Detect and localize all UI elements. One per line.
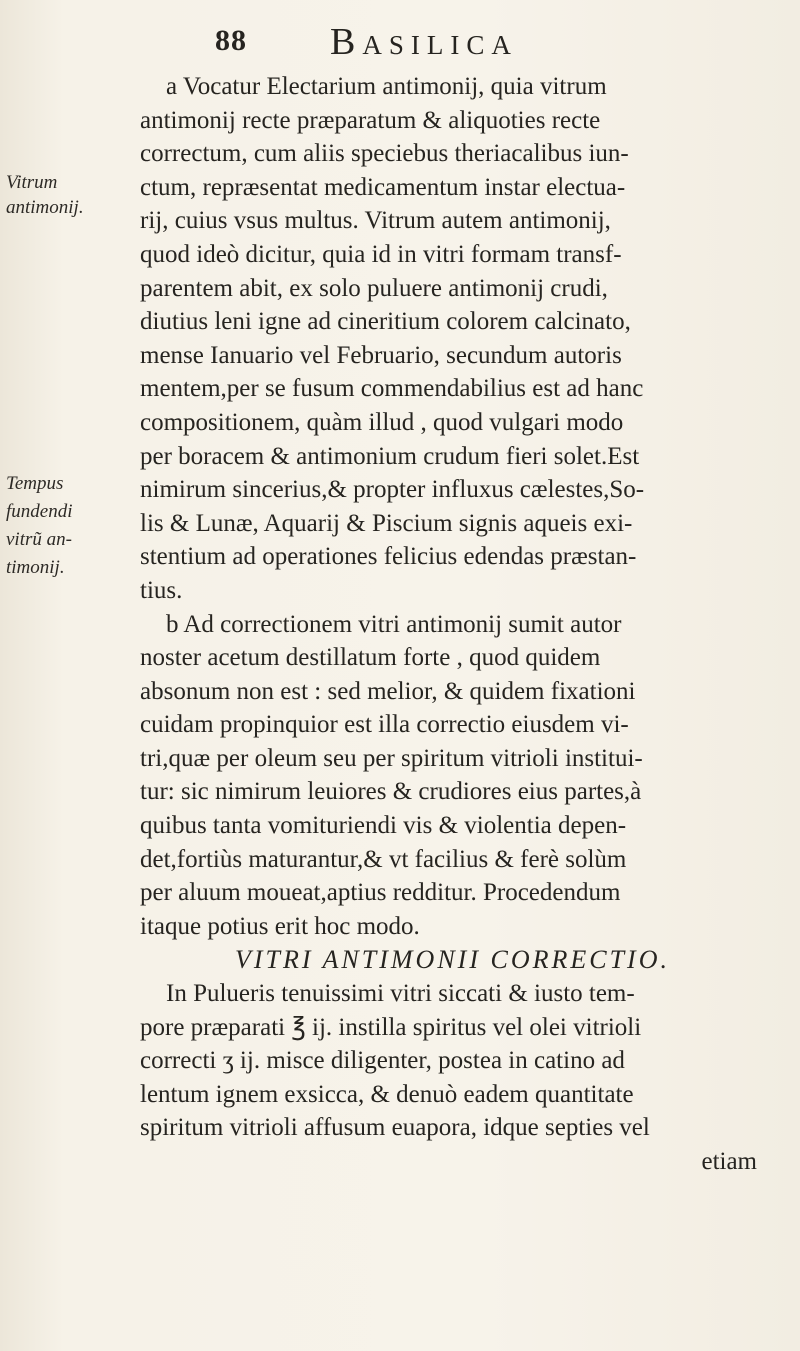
text-line: lis & Lunæ, Aquarij & Piscium signis aqueis exi- <box>140 509 633 537</box>
text-line: diutius leni igne ad cineritium colorem calcinato, <box>140 308 631 336</box>
text-line: ctum, repræsentat medicamentum instar electua- <box>140 173 626 201</box>
catchword: etiam <box>701 1148 757 1175</box>
margin-note-line: fundendi <box>6 501 73 522</box>
text-line: antimonij recte præparatum & aliquoties recte <box>140 106 601 134</box>
text-line: tius. <box>140 576 183 604</box>
running-head: Basilica <box>330 21 518 63</box>
text-line: compositionem, quàm illud , quod vulgari modo <box>140 408 624 436</box>
page-number: 88 <box>215 24 247 57</box>
margin-note-line: antimonij. <box>6 197 84 218</box>
text-line: In Pulueris tenuissimi vitri siccati & iusto tem- <box>166 980 635 1008</box>
margin-note-line: timonij. <box>6 557 65 578</box>
text-line: mense Ianuario vel Februario, secundum autoris <box>140 341 622 369</box>
margin-note-vitrum <box>6 170 126 220</box>
text-line: mentem,per se fusum commendabilius est ad hanc <box>140 375 644 403</box>
margin-note-line: Tempus <box>6 473 64 494</box>
text-line: per aluum moueat,aptius redditur. Procedendum <box>140 879 621 907</box>
margin-note-line: vitrũ an- <box>6 529 72 550</box>
text-line: tur: sic nimirum leuiores & crudiores eius partes,à <box>140 778 642 806</box>
text-line: cuidam propinquior est illa correctio eiusdem vi- <box>140 711 629 739</box>
text-line: quod ideò dicitur, quia id in vitri formam transf- <box>140 240 622 268</box>
text-line: a Vocatur Electarium antimonij, quia vitrum <box>166 73 607 100</box>
text-line: correctum, cum aliis speciebus theriacalibus iun- <box>140 140 629 168</box>
text-line: per boracem & antimonium crudum fieri solet.Est <box>140 442 640 470</box>
text-line: absonum non est : sed melior, & quidem fixationi <box>140 677 636 705</box>
text-line: tri,quæ per oleum seu per spiritum vitrioli institui- <box>140 744 643 772</box>
page-header <box>0 10 800 70</box>
text-line: stentium ad operationes felicius edendas præstan- <box>140 543 637 571</box>
text-line: noster acetum destillatum forte , quod quidem <box>140 644 601 672</box>
margin-note-line: Vitrum <box>6 172 58 193</box>
text-line: quibus tanta vomituriendi vis & violentia depen- <box>140 812 627 840</box>
margin-note-tempus <box>6 470 131 582</box>
text-line: nimirum sincerius,& propter influxus cælestes,So- <box>140 476 645 504</box>
text-line: lentum ignem exsicca, & denuò eadem quantitate <box>140 1080 634 1108</box>
text-line: correcti ʒ ij. misce diligenter, postea in catino ad <box>140 1047 625 1075</box>
body-text <box>140 70 765 1179</box>
text-line: spiritum vitrioli affusum euapora, idque septies vel <box>140 1114 650 1142</box>
text-line: parentem abit, ex solo puluere antimonij crudi, <box>140 274 608 302</box>
text-line: det,fortiùs maturantur,& vt facilius & ferè solùm <box>140 845 627 873</box>
text-line: b Ad correctionem vitri antimonij sumit autor <box>166 610 622 638</box>
text-line: itaque potius erit hoc modo. <box>140 912 420 940</box>
text-line: pore præparati ℥ ij. instilla spiritus vel olei vitrioli <box>140 1013 642 1041</box>
text-line: rij, cuius vsus multus. Vitrum autem antimonij, <box>140 207 611 235</box>
section-title: VITRI ANTIMONII CORRECTIO. <box>234 945 670 975</box>
